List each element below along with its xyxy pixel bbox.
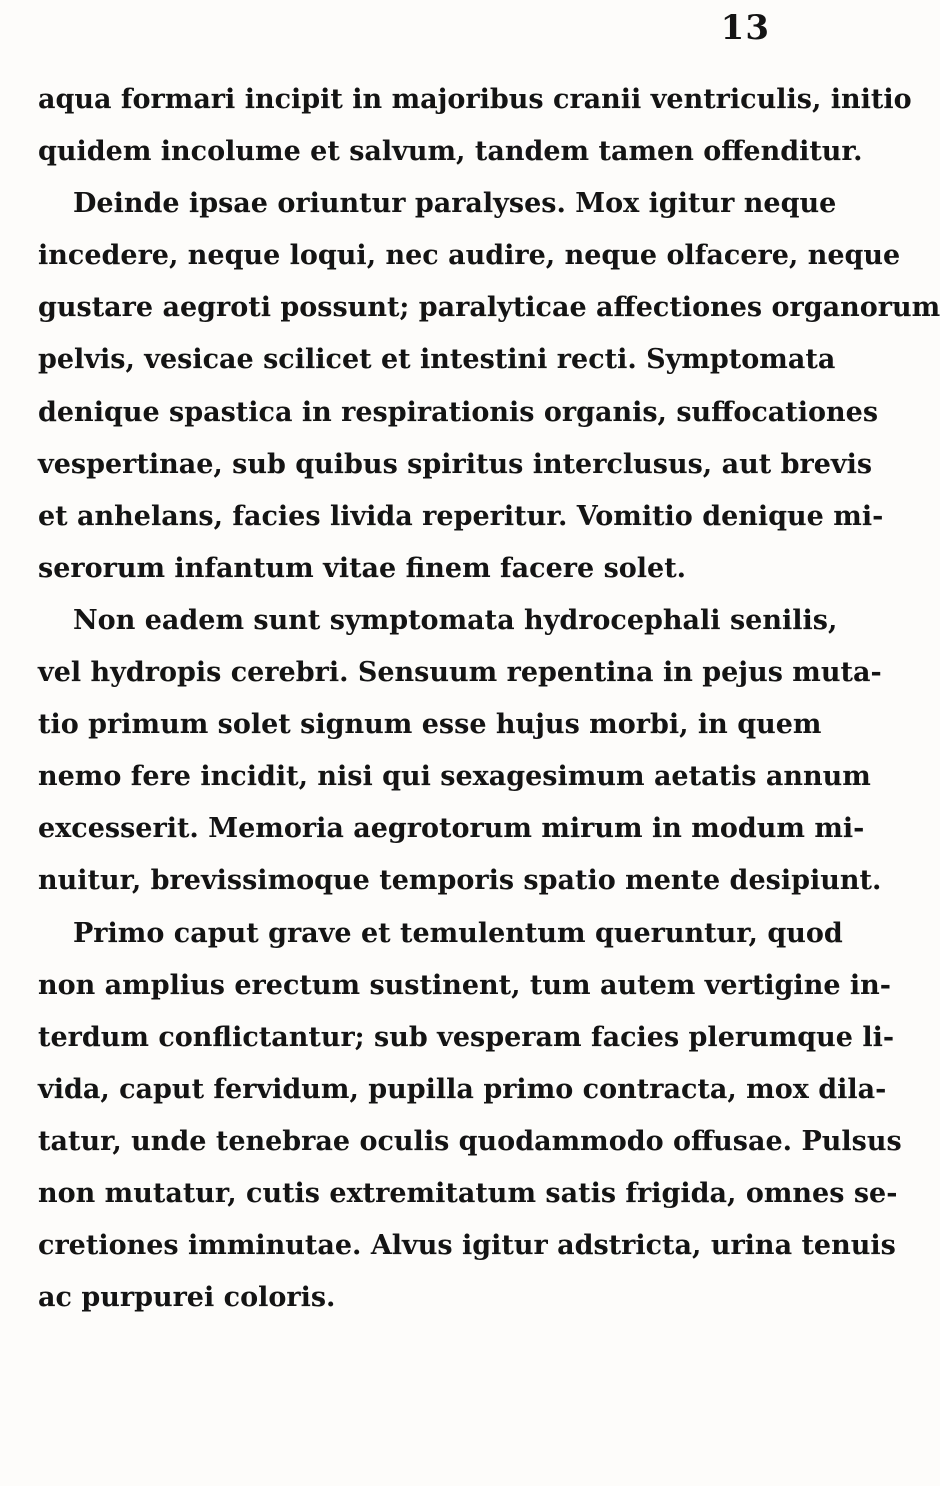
text-line: terdum conflictantur; sub vesperam facies plerumque li- [38,1021,895,1053]
text-line: vel hydropis cerebri. Sensuum repentina in pejus muta- [38,657,882,689]
text-line: Non eadem sunt symptomata hydrocephali senilis, [73,604,838,636]
text-line: excesserit. Memoria aegrotorum mirum in modum mi- [38,813,865,845]
text-line: et anhelans, facies livida reperitur. Vomitio denique mi- [38,500,884,532]
page-number: 13 [720,8,770,48]
text-line: vida, caput fervidum, pupilla primo contracta, mox dila- [38,1073,887,1105]
text-line: tio primum solet signum esse hujus morbi, in quem [38,709,822,741]
text-line: pelvis, vesicae scilicet et intestini recti. Symptomata [38,344,836,376]
text-line: nemo fere incidit, nisi qui sexagesimum aetatis annum [38,761,871,793]
text-line: cretiones imminutae. Alvus igitur adstricta, urina tenuis [38,1230,896,1262]
text-line: Primo caput grave et temulentum queruntur, quod [73,917,843,949]
text-line: non amplius erectum sustinent, tum autem vertigine in- [38,969,891,1001]
text-line: gustare aegroti possunt; paralyticae affectiones organorum [38,292,940,324]
text-line: vespertinae, sub quibus spiritus interclusus, aut brevis [38,448,873,480]
text-line: aqua formari incipit in majoribus cranii ventriculis, initio [38,84,912,115]
text-line: serorum infantum vitae finem facere solet. [38,552,687,584]
text-line: denique spastica in respirationis organis, suffocationes [38,396,879,428]
text-line: tatur, unde tenebrae oculis quodammodo offusae. Pulsus [38,1125,902,1157]
body-text [38,74,940,1324]
text-line: nuitur, brevissimoque temporis spatio mente desipiunt. [38,865,882,897]
text-line: non mutatur, cutis extremitatum satis frigida, omnes se- [38,1177,898,1209]
text-line: ac purpurei coloris. [38,1282,336,1314]
text-line: quidem incolume et salvum, tandem tamen offenditur. [38,136,863,168]
text-line: incedere, neque loqui, nec audire, neque olfacere, neque [38,240,901,272]
text-line: Deinde ipsae oriuntur paralyses. Mox igitur neque [73,188,837,220]
